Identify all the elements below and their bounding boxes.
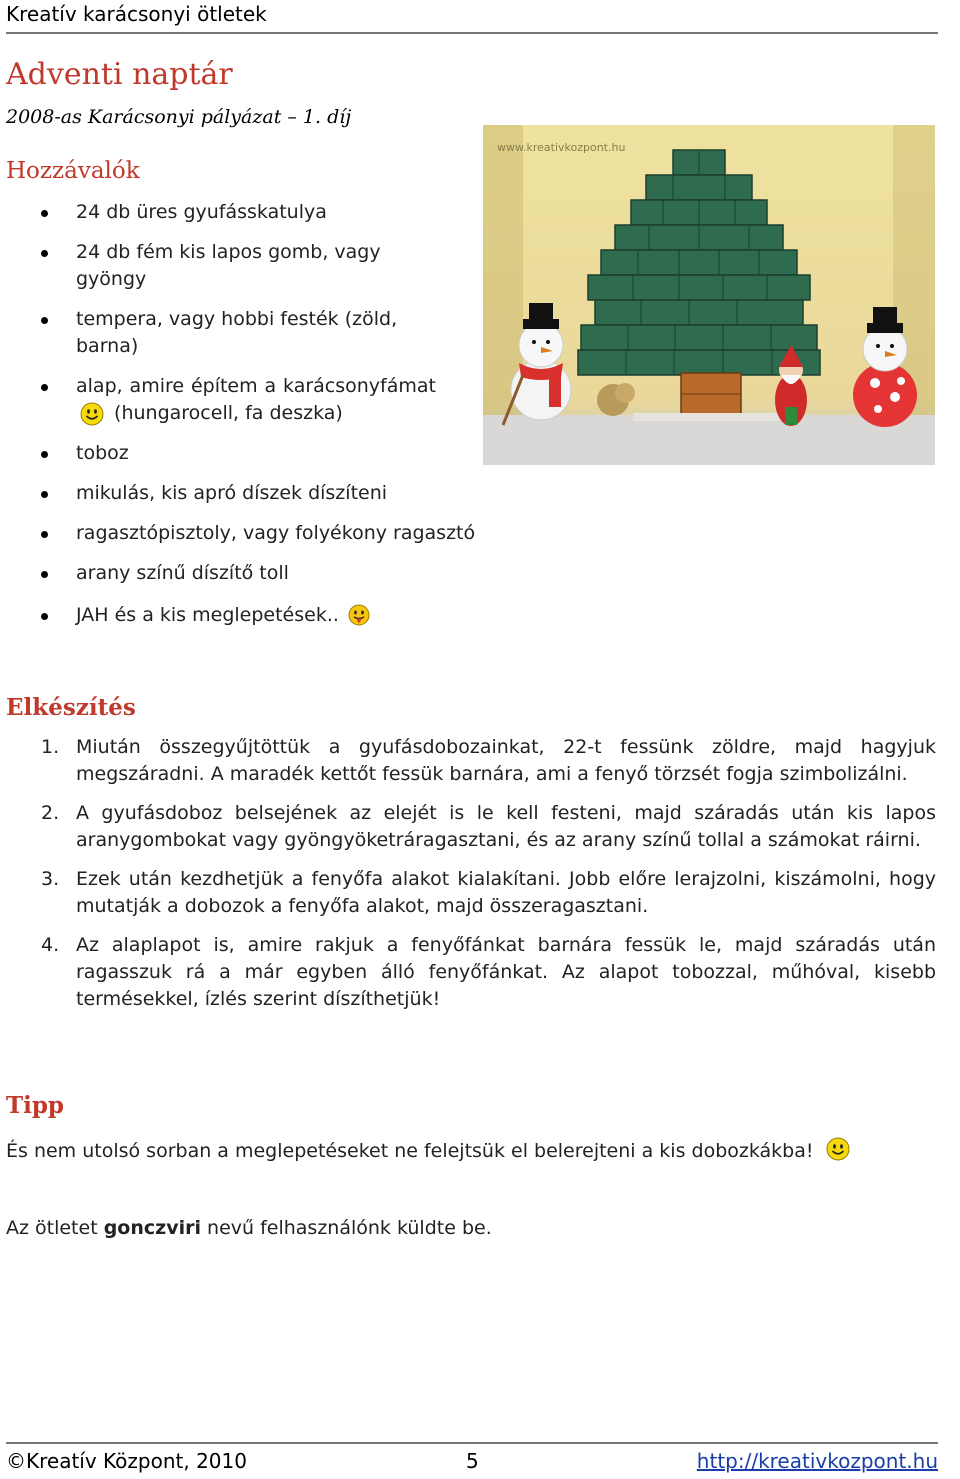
- page-footer: [6, 1442, 938, 1478]
- smiley-icon: [826, 1137, 850, 1161]
- list-item: tempera, vagy hobbi festék (zöld, barna): [0, 306, 436, 360]
- header-title: Kreatív karácsonyi ötletek: [6, 2, 267, 26]
- ingredients-list: [0, 198, 505, 629]
- list-item: 24 db fém kis lapos gomb, vagy gyöngy: [0, 239, 436, 293]
- page-number: 5: [466, 1449, 479, 1473]
- list-item: toboz: [0, 440, 505, 467]
- list-item: 2. A gyufásdoboz belsejének az elejét is le kell festeni, majd száradás után kis lapos aranygombokat vagy gyöngyöketráragasztani, és az arany színű tollal a számokat ráirni.: [41, 802, 936, 851]
- preparation-heading: Elkészítés: [6, 694, 136, 721]
- author-name: gonczviri: [103, 1217, 201, 1239]
- ingredients-heading: Hozzávalók: [6, 158, 140, 184]
- list-item: 24 db üres gyufásskatulya: [0, 199, 505, 226]
- list-item: 4. Az alaplapot is, amire rakjuk a fenyőfánkat barnára fessük le, majd száradás után ragasszuk rá a már egyben álló fenyőfánkat. Az alapot tobozzal, műhóval, kisebb termésekkel, ízlés szerint díszíthetjük!: [41, 934, 936, 1010]
- footer-link[interactable]: http://kreativkozpont.hu: [696, 1449, 938, 1473]
- list-item: JAH és a kis meglepetések..: [0, 602, 505, 629]
- smiley-icon: [80, 402, 104, 426]
- tip-heading: Tipp: [6, 1092, 65, 1119]
- list-item: mikulás, kis apró díszek díszíteni: [0, 480, 505, 507]
- list-item: ragasztópisztoly, vagy folyékony ragasztó: [0, 520, 505, 547]
- advent-calendar-photo: [483, 125, 935, 465]
- subtitle: 2008-as Karácsonyi pályázat – 1. díj: [6, 106, 352, 128]
- list-item: 1. Miután összegyűjtöttük a gyufásdobozainkat, 22-t fessünk zöldre, majd hagyjuk megszáradni. A maradék kettőt fessük barnára, ami a fenyő törzsét fogja szimbolizálni.: [41, 736, 936, 785]
- tongue-smiley-icon: [347, 604, 371, 628]
- page-header: [6, 0, 938, 34]
- footer-copyright: ©Kreatív Központ, 2010: [6, 1449, 247, 1473]
- list-item: 3. Ezek után kezdhetjük a fenyőfa alakot kialakítani. Jobb előre lerajzolni, kiszámolni, hogy mutatják a dobozok a fenyőfa alakot, majd összeragasztani.: [41, 868, 936, 917]
- list-item: alap, amire építem a karácsonyfámat (hungarocell, fa deszka): [0, 373, 436, 427]
- list-item: arany színű díszítő toll: [0, 560, 505, 587]
- page-title: Adventi naptár: [6, 57, 233, 92]
- photo-watermark: www.kreativkozpont.hu: [497, 141, 626, 154]
- tip-text: És nem utolsó sorban a meglepetéseket ne felejtsük el belerejteni a kis dobozkákba!: [6, 1137, 850, 1165]
- steps-list: [0, 734, 936, 1025]
- credit-line: Az ötletet gonczviri nevű felhasználónk küldte be.: [6, 1217, 492, 1239]
